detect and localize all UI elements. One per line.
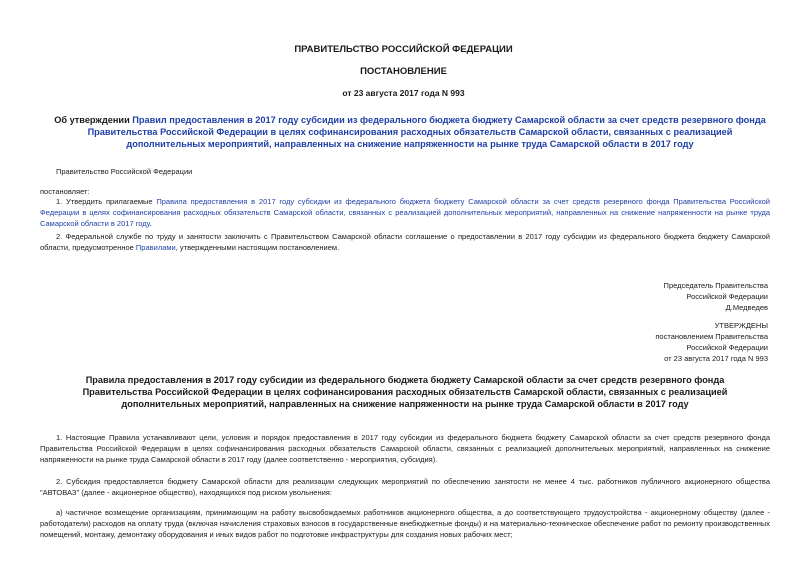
government-heading: ПРАВИТЕЛЬСТВО РОССИЙСКОЙ ФЕДЕРАЦИИ <box>294 44 513 55</box>
item-2 <box>40 231 770 253</box>
rules-paragraph-2 <box>40 476 770 498</box>
item-2-suffix: , утвержденными настоящим постановлением. <box>175 243 340 252</box>
government-line: Правительство Российской Федерации <box>56 167 193 176</box>
item-2-prefix: 2. Федеральной службе по труду и занятости заключить с Правительством Самарской области соглашение о предоставлении в 2017 году субсидии из федерального бюджета бюджету Самарской области, предусмотренное <box>40 232 770 252</box>
rules-paragraph-1-text: 1. Настоящие Правила устанавливают цели, условия и порядок предоставления в 2017 году субсидии из федерального бюджета бюджету Самарской области за счет средств резервного фонда Правительства Российской Федерации в целях софинансирования расходных обязательств Самарской области, связанных с реализацией дополнительных мероприятий, направленных на снижение напряженности на рынке труда Самарской области в 2017 году (далее соответственно - мероприятия, субсидия). <box>40 433 770 464</box>
item-1-rules-link[interactable]: Правила предоставления в 2017 году субсидии из федерального бюджета бюджету Самарской области за счет средств резервного фонда Правительства Российской Федерации в целях софинансирования расходных обязательств Самарской области, связанных с реализацией дополнительных мероприятий, направленных на снижение напряженности на рынке труда Самарской области в 2017 году <box>40 197 770 228</box>
decree-word: постановляет: <box>40 187 90 196</box>
approved-line-3: Российской Федерации <box>686 343 768 352</box>
decree-title <box>50 114 770 150</box>
item-2-rules-link[interactable]: Правилами <box>135 243 176 252</box>
signature-line-2: Российской Федерации <box>686 292 768 301</box>
rules-paragraph-1 <box>40 432 770 465</box>
approved-line-4: от 23 августа 2017 года N 993 <box>664 354 768 363</box>
signature-block <box>664 280 768 313</box>
item-1-suffix: . <box>149 219 152 228</box>
approved-line-1: УТВЕРЖДЕНЫ <box>714 321 768 330</box>
item-1 <box>40 196 770 229</box>
approved-block <box>655 320 768 364</box>
date-number: от 23 августа 2017 года N 993 <box>342 88 465 98</box>
title-prefix: Об утверждении <box>54 115 133 125</box>
approved-line-2: постановлением Правительства <box>655 332 768 341</box>
item-1-prefix: 1. Утвердить прилагаемые <box>56 197 157 206</box>
rules-paragraph-3-text: а) частичное возмещение организациям, принимающим на работу высвобождаемых работников акционерного общества, а до соответствующего трудоустройства - акционерному обществу (далее - работодатели) расходов на оплату труда (включая начисления страховых взносов в государственные внебюджетные фонды) и на материально-техническое обеспечение работ по ремонту производственных помещений, монтажу, демонтажу оборудования и иных видов работ по подготовке инфраструктуры для создания новых рабочих мест; <box>40 508 770 539</box>
rules-paragraph-2-text: 2. Субсидия предоставляется бюджету Самарской области для реализации следующих мероприятий по обеспечению занятости не менее 4 тыс. работников публичного акционерного общества "АВТОВАЗ" (далее - акционерное общество), находящихся под риском увольнения: <box>40 477 770 497</box>
signature-line-1: Председатель Правительства <box>663 281 768 290</box>
title-rules-link[interactable]: Правил предоставления в 2017 году субсидии из федерального бюджета бюджету Самарской области за счет средств резервного фонда Правительства Российской Федерации в целях софинансирования расходных обязательств Самарской области, связанных с реализацией дополнительных мероприятий, направленных на снижение напряженности на рынке труда Самарской области в 2017 году <box>87 115 766 149</box>
rules-paragraph-3 <box>40 507 770 540</box>
rules-title: Правила предоставления в 2017 году субсидии из федерального бюджета бюджету Самарской области за счет средств резервного фонда Правительства Российской Федерации в целях софинансирования расходных обязательств Самарской области, связанных с реализацией дополнительных мероприятий, направленных на снижение напряженности на рынке труда Самарской области в 2017 году <box>82 375 728 409</box>
doc-type-heading: ПОСТАНОВЛЕНИЕ <box>360 66 447 77</box>
signature-line-3: Д.Медведев <box>725 303 768 312</box>
